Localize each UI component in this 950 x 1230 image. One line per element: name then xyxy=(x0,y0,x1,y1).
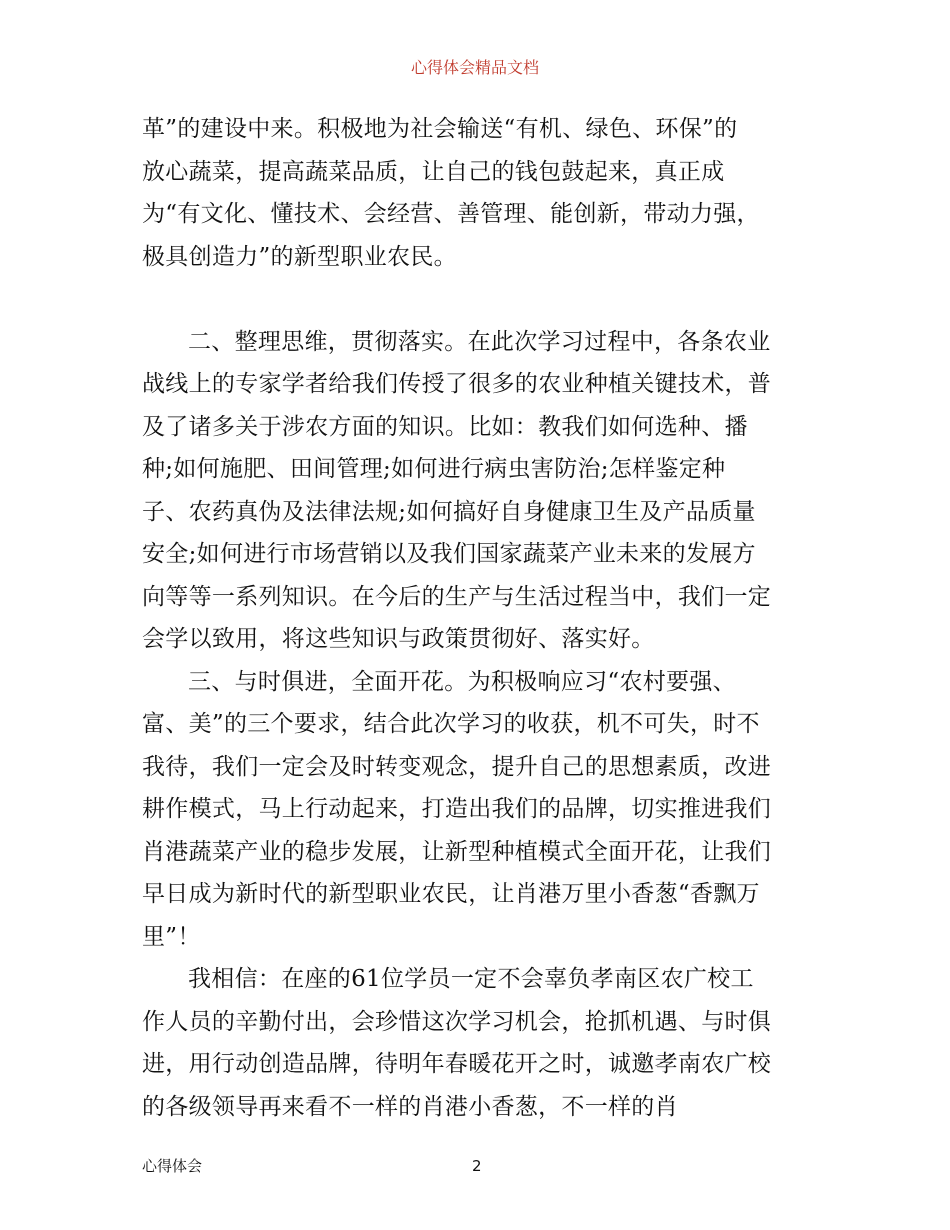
text-line: 耕作模式，马上行动起来，打造出我们的品牌，切实推进我们 xyxy=(142,796,772,822)
text-line: 放心蔬菜，提高蔬菜品质，让自己的钱包鼓起来，真正成 xyxy=(142,158,725,185)
text-line: 及了诸多关于涉农方面的知识。比如：教我们如何选种、播 xyxy=(142,413,748,440)
text-line: 我待，我们一定会及时转变观念，提升自己的思想素质，改进 xyxy=(142,753,772,780)
text-line: 里”！ xyxy=(142,923,201,950)
footer-label: 心得体会 xyxy=(142,1157,203,1175)
paragraph-three-start: 三、与时俱进，全面开花。为积极响应习“农村要强、 xyxy=(188,668,736,695)
document-body xyxy=(142,108,812,1128)
text-line: 极具创造力”的新型职业农民。 xyxy=(142,243,457,270)
text-line: 为“有文化、懂技术、会经营、善管理、能创新，带动力强， xyxy=(142,201,760,227)
page-header-title: 心得体会精品文档 xyxy=(410,58,539,77)
text-line: 的各级领导再来看不一样的肖港小香葱，不一样的肖 xyxy=(142,1093,678,1120)
text-line: 安全;如何进行市场营销以及我们国家蔬菜产业未来的发展方 xyxy=(142,541,756,567)
text-line: 子、农药真伪及法律法规;如何搞好自身健康卫生及产品质量 xyxy=(142,498,756,525)
paragraph-four-start: 我相信：在座的61位学员一定不会辜负孝南区农广校工 xyxy=(188,966,754,992)
text-line: 富、美”的三个要求，结合此次学习的收获，机不可失，时不 xyxy=(142,711,760,737)
text-line: 肖港蔬菜产业的稳步发展，让新型种植模式全面开花，让我们 xyxy=(142,838,772,865)
text-line: 作人员的辛勤付出，会珍惜这次学习机会，抢抓机遇、与时俱 xyxy=(142,1008,772,1035)
text-line: 会学以致用，将这些知识与政策贯彻好、落实好。 xyxy=(142,626,655,652)
text-line: 向等等一系列知识。在今后的生产与生活过程当中，我们一定 xyxy=(142,583,772,610)
text-line: 种;如何施肥、田间管理;如何进行病虫害防治;怎样鉴定种 xyxy=(142,456,726,482)
page-number: 2 xyxy=(472,1157,482,1175)
text-line: 进，用行动创造品牌，待明年春暖花开之时，诚邀孝南农广校 xyxy=(142,1051,772,1077)
paragraph-spacer xyxy=(142,278,812,321)
text-line: 革”的建设中来。积极地为社会输送“有机、绿色、环保”的 xyxy=(142,116,738,142)
paragraph-two-start: 二、整理思维，贯彻落实。在此次学习过程中，各条农业 xyxy=(188,328,771,355)
text-line: 早日成为新时代的新型职业农民，让肖港万里小香葱“香飘万 xyxy=(142,881,760,907)
text-line: 战线上的专家学者给我们传授了很多的农业种植关键技术，普 xyxy=(142,371,772,397)
